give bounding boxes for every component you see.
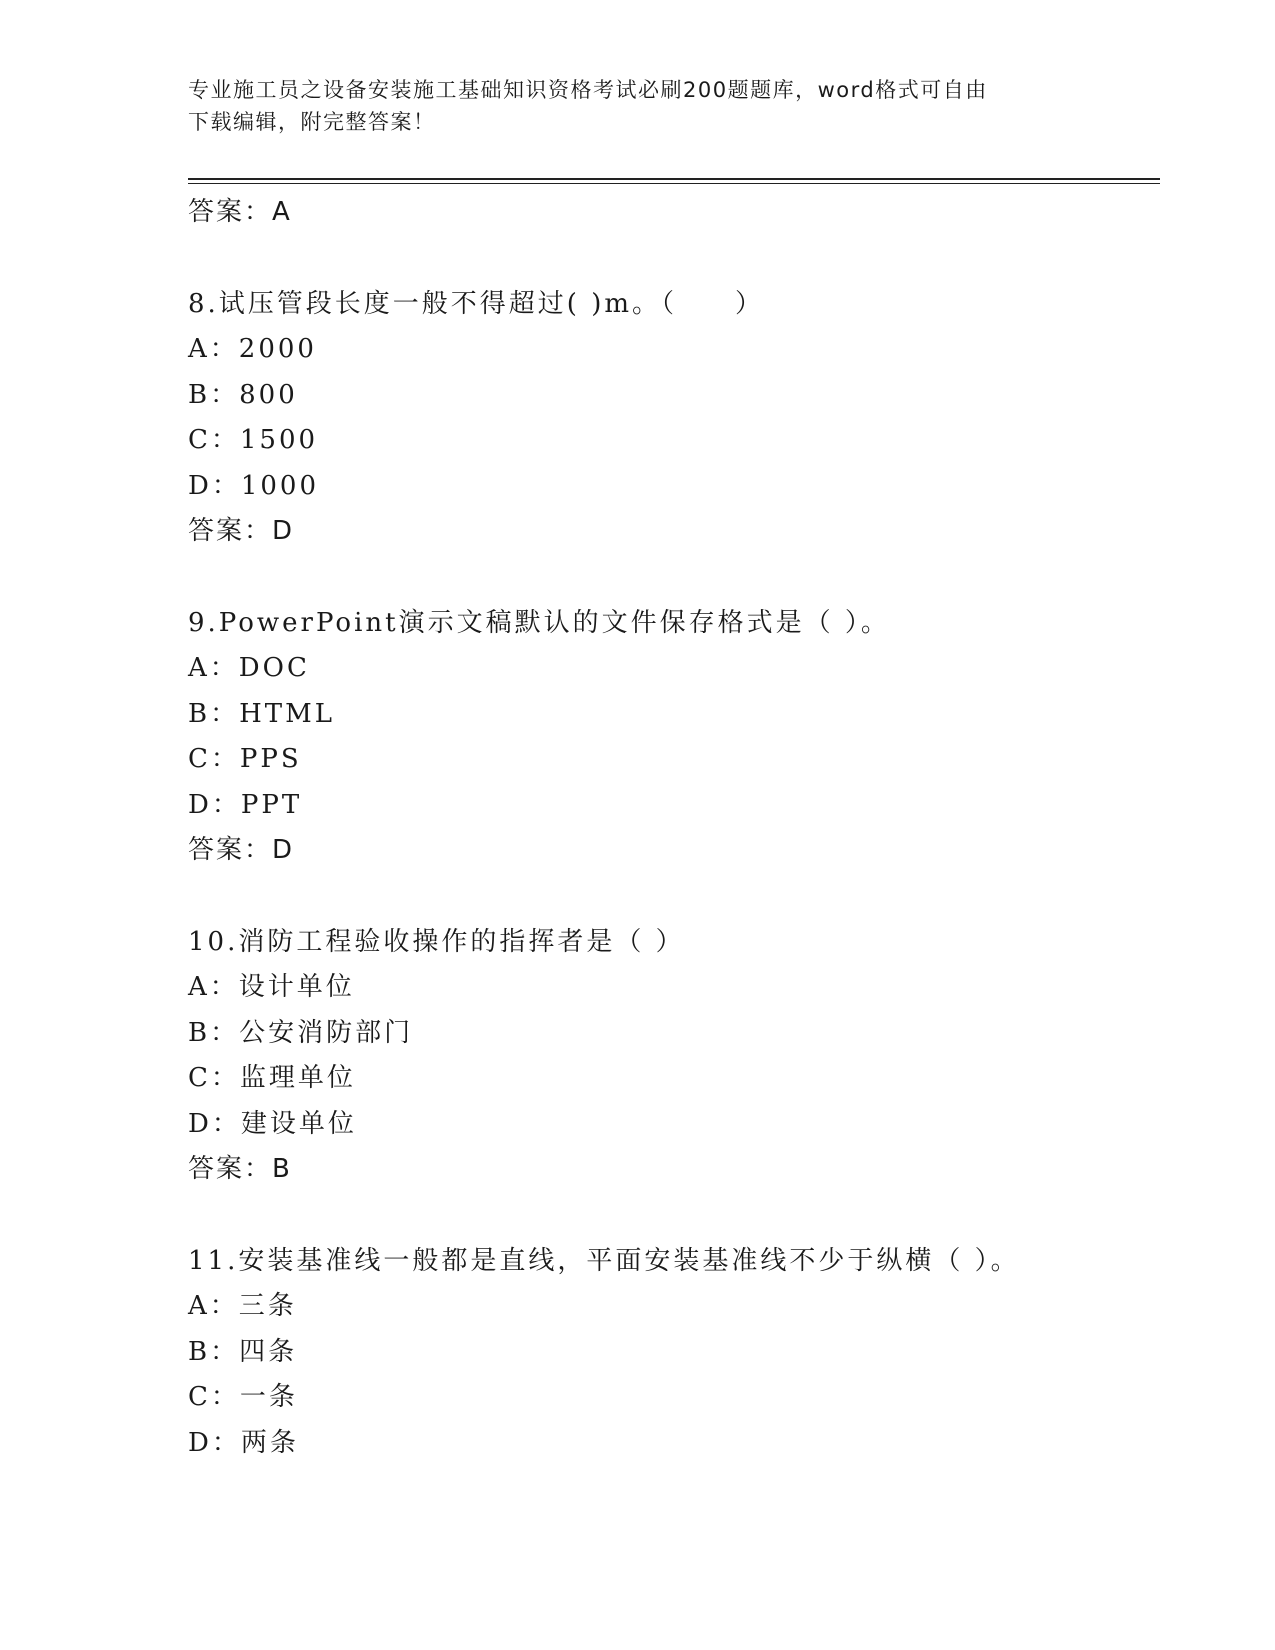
spacer: [188, 555, 1148, 601]
question-stem: 11.安装基准线一般都是直线，平面安装基准线不少于纵横（ ）。: [188, 1245, 1020, 1276]
answer-label: 答案：D: [188, 516, 295, 546]
question-stem: 10.消防工程验收操作的指挥者是（ ）: [188, 926, 685, 957]
question-10: [188, 920, 1148, 1193]
option-b: B：四条: [188, 1336, 298, 1367]
header-divider-thick: [188, 178, 1160, 180]
option-b: B：800: [188, 379, 298, 410]
option-d: D：1000: [188, 470, 320, 501]
previous-answer: 答案：A: [188, 197, 292, 227]
question-8: [188, 282, 1148, 555]
spacer: [188, 1193, 1148, 1239]
option-d: D：建设单位: [188, 1108, 357, 1139]
option-a: A：2000: [188, 334, 317, 364]
option-c: C：监理单位: [188, 1063, 356, 1093]
question-list: [188, 190, 1148, 1466]
header-line-1: 专业施工员之设备安装施工基础知识资格考试必刷200题题库，word格式可自由: [188, 78, 988, 102]
question-9: [188, 601, 1148, 874]
spacer: [188, 236, 1148, 282]
option-c: C：PPS: [188, 744, 302, 774]
option-d: D：PPT: [188, 789, 303, 820]
document-header: [188, 74, 1088, 138]
question-11: [188, 1239, 1148, 1467]
question-stem: 9.PowerPoint演示文稿默认的文件保存格式是（ ）。: [188, 607, 890, 638]
answer-label: 答案：D: [188, 835, 295, 865]
option-b: B：HTML: [188, 698, 336, 729]
answer-label: 答案：B: [188, 1154, 292, 1184]
option-c: C：一条: [188, 1382, 298, 1412]
option-d: D：两条: [188, 1427, 299, 1458]
question-stem: 8.试压管段长度一般不得超过( )m。（ ）: [188, 288, 765, 319]
option-a: A：三条: [188, 1291, 297, 1321]
header-line-2: 下载编辑，附完整答案！: [188, 110, 436, 134]
option-b: B：公安消防部门: [188, 1017, 414, 1048]
option-c: C：1500: [188, 425, 319, 455]
option-a: A：DOC: [188, 653, 310, 683]
spacer: [188, 874, 1148, 920]
option-a: A：设计单位: [188, 972, 355, 1002]
header-divider-thin: [188, 183, 1160, 184]
